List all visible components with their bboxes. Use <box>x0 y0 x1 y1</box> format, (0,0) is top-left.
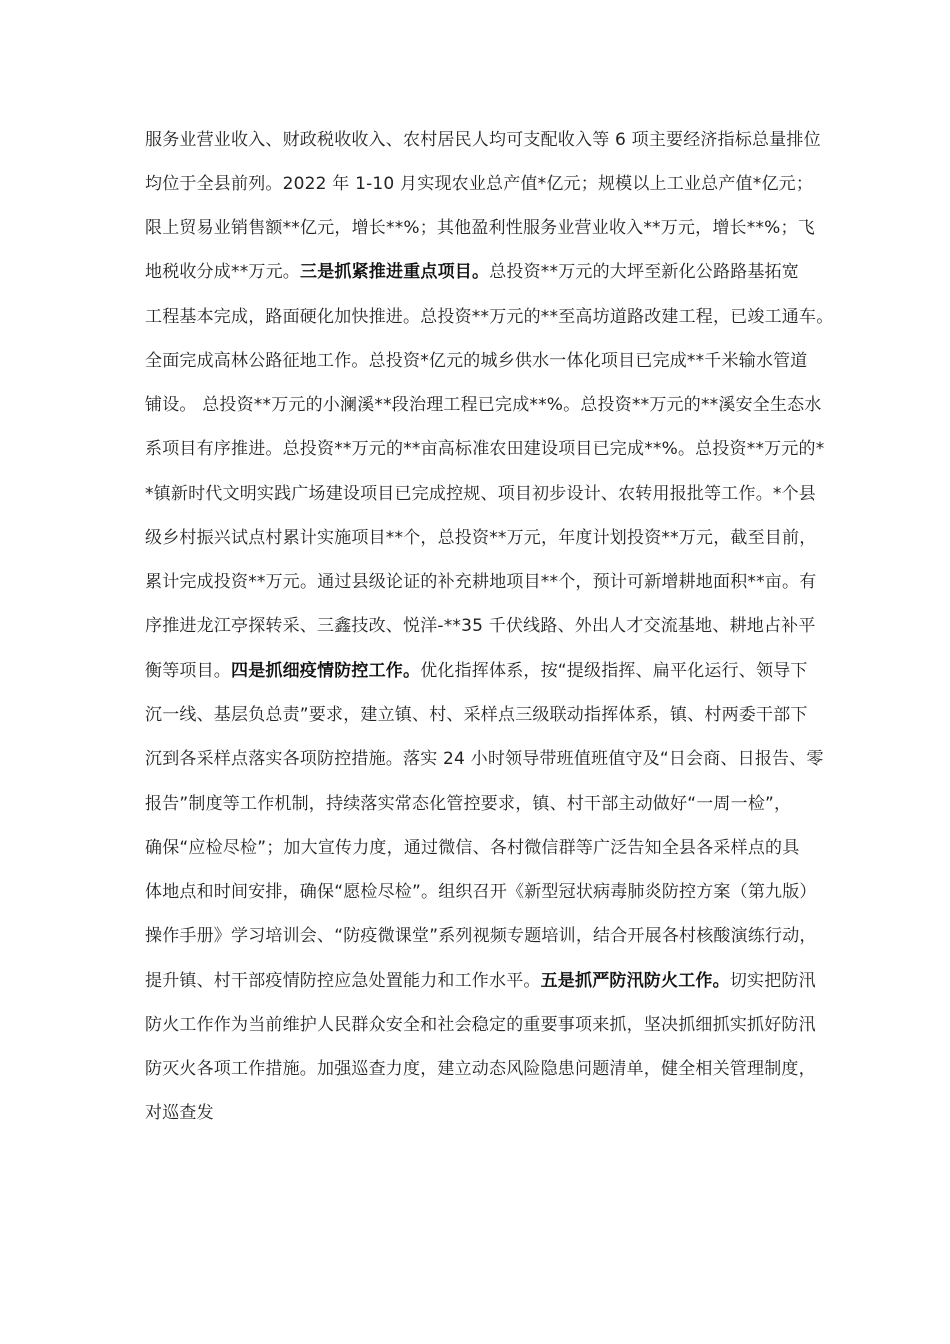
text-line: 确保“应检尽检”；加大宣传力度，通过微信、各村微信群等广泛告知全县各采样点的具 <box>145 838 800 858</box>
text-line: 防灭火各项工作措施。加强巡查力度，建立动态风险隐患问题清单，健全相关管理制度， <box>145 1059 816 1079</box>
text-line: 对巡查发 <box>145 1103 214 1123</box>
text-line: 防火工作作为当前维护人民群众安全和社会稳定的重要事项来抓，坚决抓细抓实抓好防汛 <box>145 1015 816 1035</box>
section-heading: 四是抓细疫情防控工作。 <box>231 661 421 681</box>
text-line: 报告”制度等工作机制，持续落实常态化管控要求，镇、村干部主动做好“一周一检”， <box>145 794 792 814</box>
text-line: 服务业营业收入、财政税收收入、农村居民人均可支配收入等 6 项主要经济指标总量排位 <box>145 130 821 150</box>
text-line: 序推进龙江亭探转采、三鑫技改、悦洋-**35 千伏线路、外出人才交流基地、耕地占补平 <box>145 616 816 636</box>
text-line: 级乡村振兴试点村累计实施项目**个，总投资**万元，年度计划投资**万元，截至目前， <box>145 528 817 548</box>
text-line: 限上贸易业销售额**亿元，增长**%；其他盈利性服务业营业收入**万元，增长**%；飞 <box>145 218 815 238</box>
text-line: 提升镇、村干部疫情防控应急处置能力和工作水平。五是抓严防汛防火工作。切实把防汛 <box>145 971 816 991</box>
text-line: 铺设。 总投资**万元的小澜溪**段治理工程已完成**%。总投资**万元的**溪安全生态水 <box>145 395 822 415</box>
text-line: 均位于全县前列。2022 年 1-10 月实现农业总产值*亿元；规模以上工业总产值*亿元； <box>145 174 814 194</box>
text-line: 工程基本完成，路面硬化加快推进。总投资**万元的**至高坊道路改建工程，已竣工通车。 <box>145 307 834 327</box>
text-line: 累计完成投资**万元。通过县级论证的补充耕地项目**个，预计可新增耕地面积**亩。有 <box>145 572 817 592</box>
text-line: 系项目有序推进。总投资**万元的**亩高标准农田建设项目已完成**%。总投资**万元的* <box>145 439 825 459</box>
text-line: 沉到各采样点落实各项防控措施。落实 24 小时领导带班值班值守及“日会商、日报告、零 <box>145 749 824 769</box>
text-line: 地税收分成**万元。三是抓紧推进重点项目。总投资**万元的大坪至新化公路路基拓宽 <box>145 262 800 282</box>
text-line: 沉一线、基层负总责”要求，建立镇、村、采样点三级联动指挥体系，镇、村两委干部下 <box>145 705 808 725</box>
text-line: 体地点和时间安排，确保“愿检尽检”。组织召开《新型冠状病毒肺炎防控方案（第九版） <box>145 882 817 902</box>
text-line: 操作手册》学习培训会、“防疫微课堂”系列视频专题培训，结合开展各村核酸演练行动， <box>145 926 817 946</box>
text-line: 衡等项目。四是抓细疫情防控工作。优化指挥体系，按“提级指挥、扁平化运行、领导下 <box>145 661 808 681</box>
section-heading: 三是抓紧推进重点项目。 <box>300 262 490 282</box>
text-line: 全面完成高林公路征地工作。总投资*亿元的城乡供水一体化项目已完成**千米输水管道 <box>145 351 808 371</box>
section-heading: 五是抓严防汛防火工作。 <box>540 971 730 991</box>
text-line: *镇新时代文明实践广场建设项目已完成控规、项目初步设计、农转用报批等工作。*个县 <box>145 484 816 504</box>
